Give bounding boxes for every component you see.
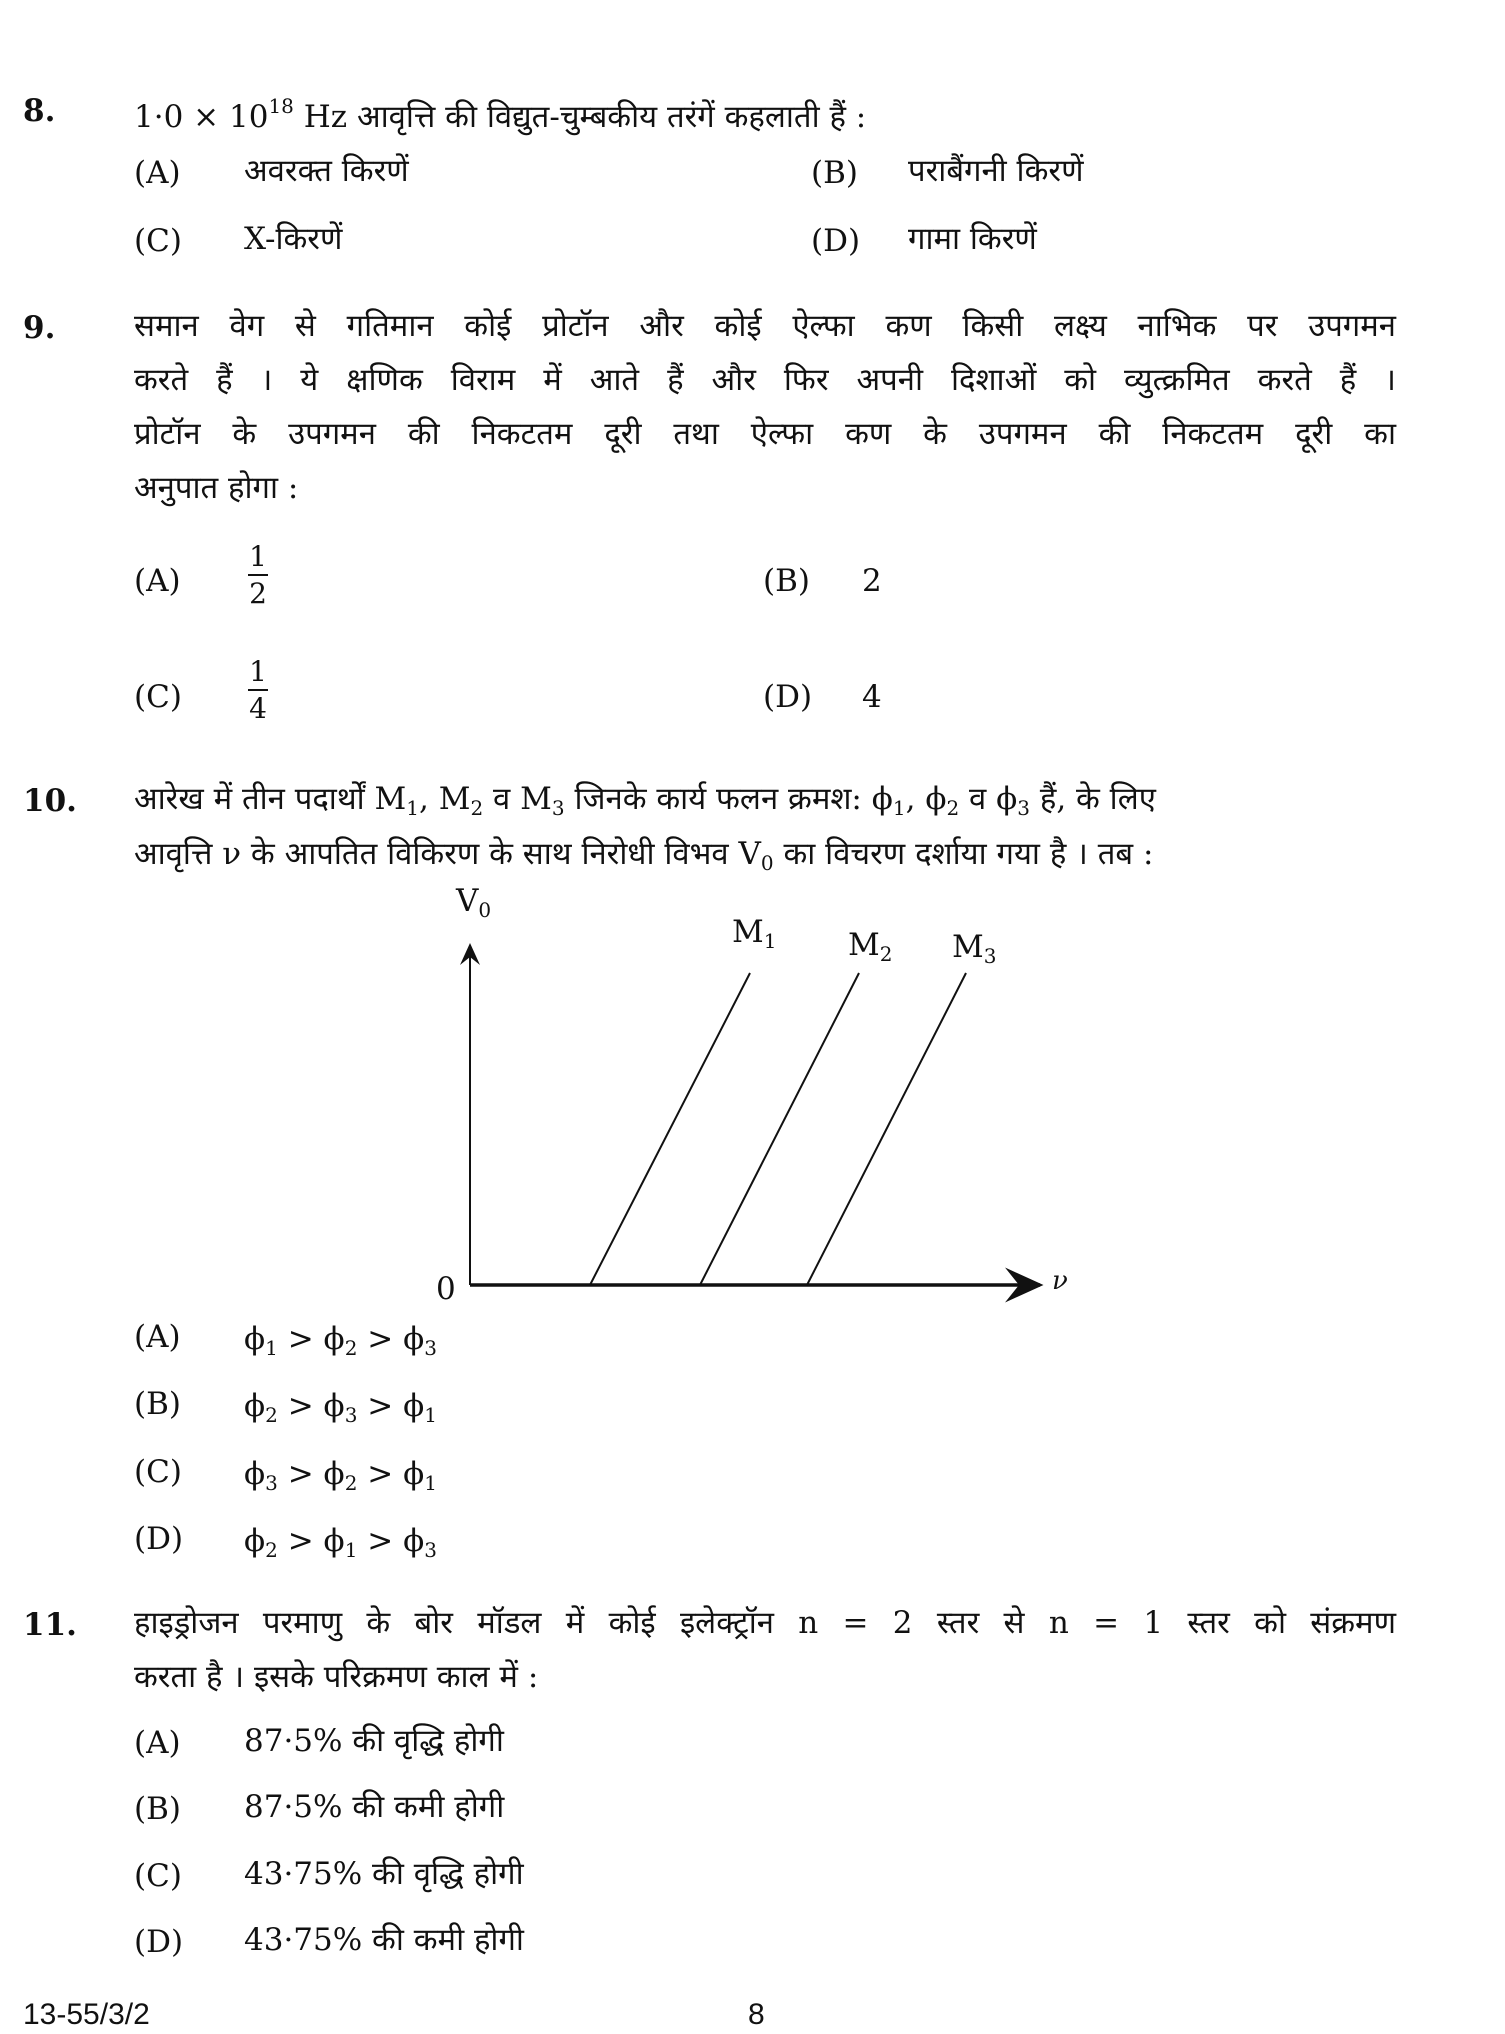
q11-line-2: करता है । इसके परिक्रमण काल में : [134, 1659, 539, 1695]
q8-option-d: गामा किरणें [908, 221, 1037, 257]
q11-option-b-label: (B) [134, 1791, 181, 1827]
q9-line-4: अनुपात होगा : [134, 470, 299, 506]
q10-option-a: $\phi_1 > \phi_2 > \phi_3$ [244, 1321, 437, 1360]
q10-option-b: $\phi_2 > \phi_3 > \phi_1$ [244, 1388, 437, 1427]
line-m1 [590, 973, 750, 1285]
q11-line-1: हाइड्रोजन परमाणु के बोर मॉडल में कोई इलेक्ट्रॉन n = 2 स्तर से n = 1 स्तर को संक्रमण [134, 1605, 1396, 1641]
q8-option-b-label: (B) [811, 155, 858, 191]
q10-option-c: $\phi_3 > \phi_2 > \phi_1$ [244, 1456, 437, 1495]
label-m1: $M_1$ [732, 914, 777, 953]
q10-option-d: $\phi_2 > \phi_1 > \phi_3$ [244, 1523, 437, 1562]
q8-exponent: 18 [268, 94, 294, 118]
q11-option-d-label: (D) [134, 1924, 184, 1960]
q9-option-d-label: (D) [763, 679, 813, 715]
q9-option-b: 2 [862, 563, 882, 599]
q10-line-2: आवृत्ति ν के आपतित विकिरण के साथ निरोधी विभव $V_0$ का विचरण दर्शाया गया है । तब : [134, 836, 1154, 875]
q10-option-b-label: (B) [134, 1386, 181, 1422]
q11-option-a-label: (A) [134, 1725, 181, 1761]
q9-option-b-label: (B) [763, 563, 810, 599]
x-axis-label: ν [1052, 1266, 1068, 1296]
origin-label: 0 [436, 1271, 456, 1307]
q8-post: Hz आवृत्ति की विद्युत-चुम्बकीय तरंगें कहलाती हैं : [293, 99, 867, 135]
label-m2: $M_2$ [848, 927, 893, 966]
q8-option-a: अवरक्त किरणें [244, 153, 409, 189]
q9-option-a-label: (A) [134, 563, 181, 599]
q8-option-d-label: (D) [811, 223, 861, 259]
label-m3: $M_3$ [952, 929, 997, 968]
denominator: 2 [249, 577, 267, 611]
q9-option-c-label: (C) [134, 679, 182, 715]
paper-code: 13-55/3/2 [23, 1998, 150, 2031]
q9-line-3: प्रोटॉन के उपगमन की निकटतम दूरी तथा ऐल्फा कण के उपगमन की निकटतम दूरी का [134, 416, 1396, 452]
numerator: 1 [249, 655, 267, 688]
q8-option-c: X-किरणें [244, 221, 343, 257]
q11-option-a: 87·5% की वृद्धि होगी [244, 1723, 504, 1759]
denominator: 4 [249, 692, 267, 726]
line-m3 [807, 973, 966, 1285]
q10-line-1-text: आरेख में तीन पदार्थों $M_1$, $M_2$ व $M_3$ जिनके कार्य फलन क्रमश: $\phi_1$, $\phi_2$ व $\phi_3$ हैं, के लिए [134, 781, 1156, 820]
q8-option-c-label: (C) [134, 223, 182, 259]
q10-option-a-label: (A) [134, 1319, 181, 1355]
q9-option-d: 4 [862, 679, 882, 715]
q10-option-d-label: (D) [134, 1521, 184, 1557]
q11-option-c: 43·75% की वृद्धि होगी [244, 1856, 524, 1892]
q8-option-a-label: (A) [134, 155, 181, 191]
q10-option-c-label: (C) [134, 1454, 182, 1490]
page-number: 8 [748, 1998, 765, 2031]
q11-option-d: 43·75% की कमी होगी [244, 1922, 524, 1958]
question-11-number: 11. [23, 1607, 77, 1643]
question-10-number: 10. [23, 783, 77, 819]
numerator: 1 [249, 540, 267, 573]
question-9-number: 9. [23, 310, 56, 346]
question-8-number: 8. [23, 93, 56, 129]
y-axis-label: $V_0$ [456, 883, 492, 922]
line-m2 [700, 973, 859, 1285]
q9-line-1: समान वेग से गतिमान कोई प्रोटॉन और कोई ऐल्फा कण किसी लक्ष्य नाभिक पर उपगमन [134, 308, 1396, 344]
q9-line-2: करते हैं । ये क्षणिक विराम में आते हैं और फिर अपनी दिशाओं को व्युत्क्रमित करते हैं । [134, 362, 1396, 398]
q8-pre: 1·0 × 10 [134, 99, 269, 135]
q11-option-c-label: (C) [134, 1858, 182, 1894]
q11-option-b: 87·5% की कमी होगी [244, 1789, 505, 1825]
q8-option-b: पराबैंगनी किरणें [908, 153, 1084, 189]
